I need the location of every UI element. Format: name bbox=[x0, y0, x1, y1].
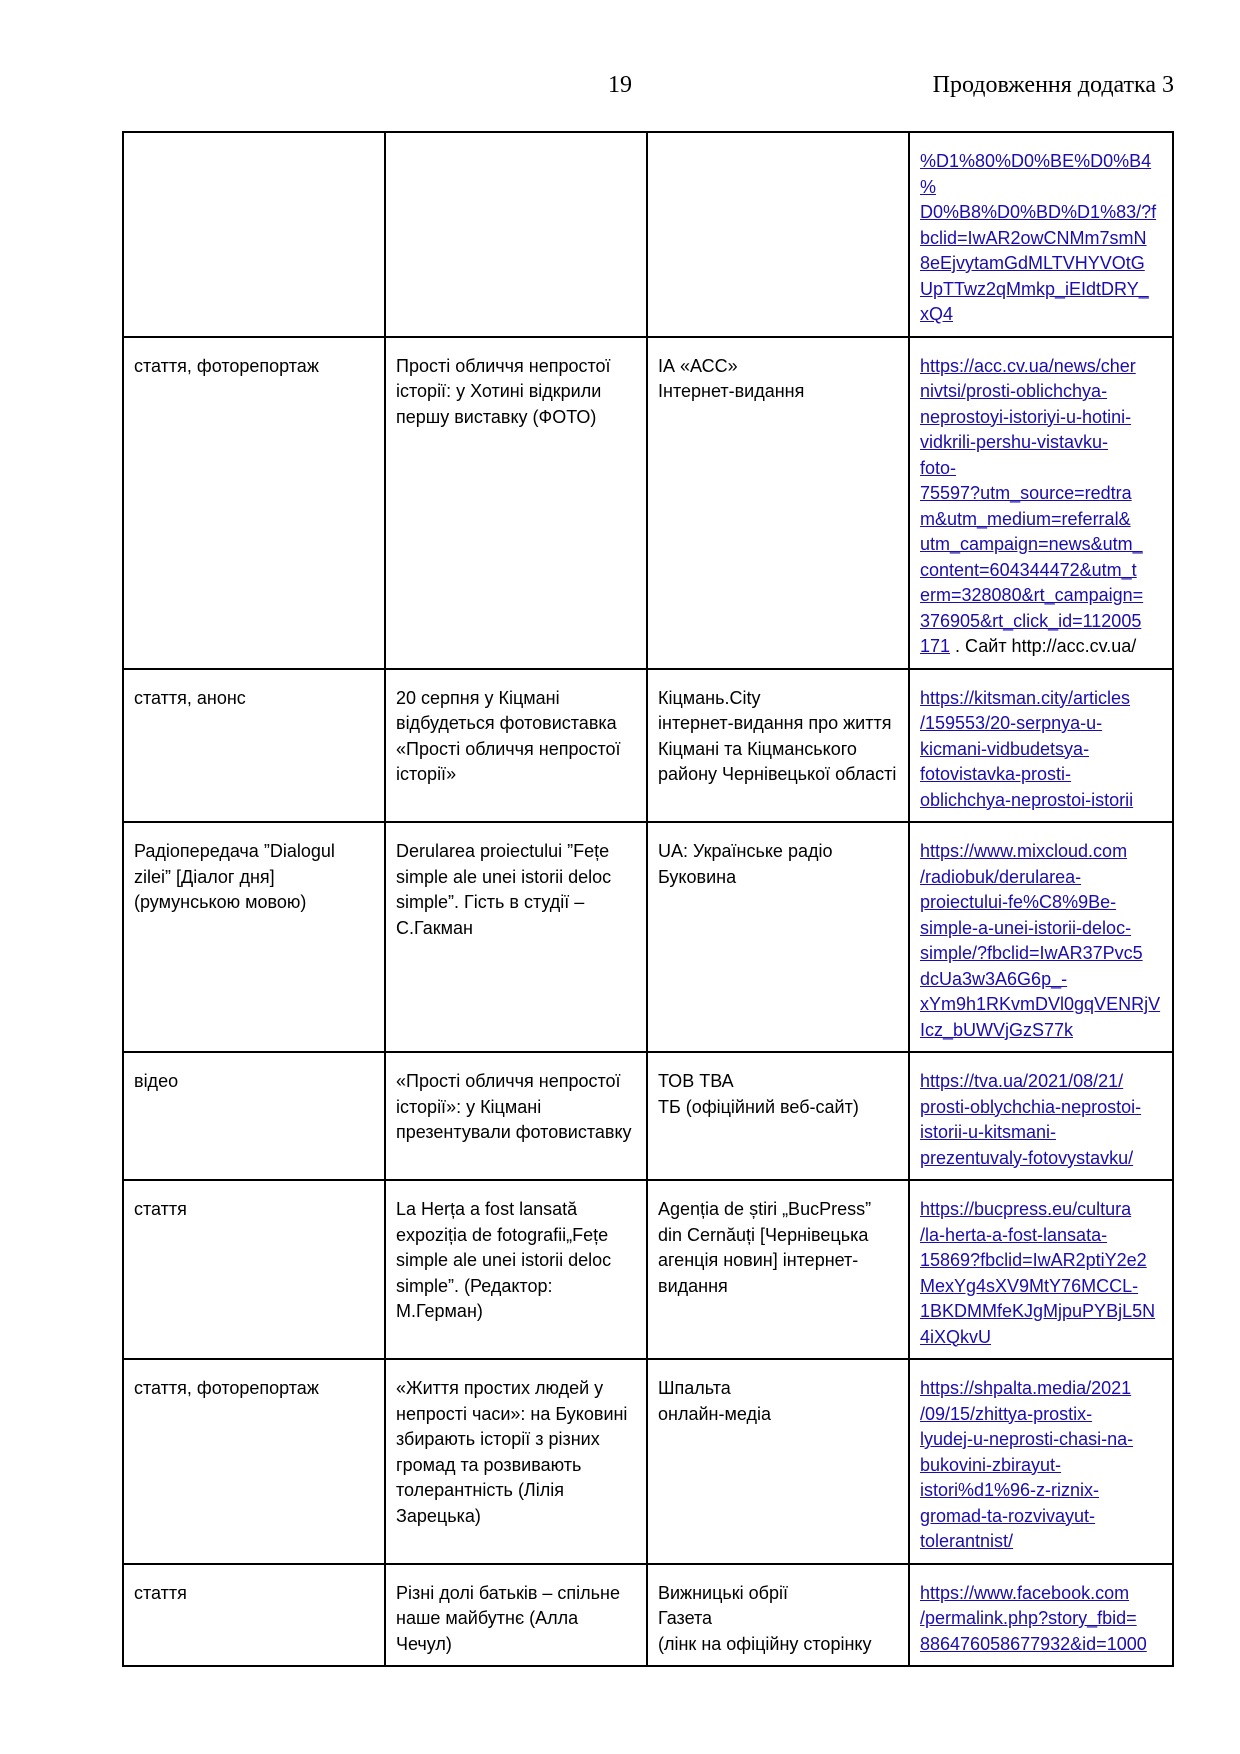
title-cell: Прості обличчя непростої історії: у Хотині відкрили першу виставку (ФОТО) bbox=[385, 337, 647, 669]
source-text: Agenția de știri „BucPress” din Cernăuți [Чернівецька агенція новин] інтернет-видання bbox=[658, 1199, 872, 1296]
type-cell: стаття bbox=[123, 1180, 385, 1359]
source-cell bbox=[647, 669, 909, 823]
url-text: https://tva.ua/2021/08/21/ prosti-oblychchia-neprostoi- istorii-u-kitsmani- prezentuvaly-fotovystavku/ bbox=[920, 1071, 1142, 1168]
article-link[interactable] bbox=[920, 149, 1162, 328]
url-cell bbox=[909, 1052, 1173, 1180]
url-cell bbox=[909, 1564, 1173, 1667]
url-text: https://www.mixcloud.com /radiobuk/derularea- proiectului-fe%C8%9Be- simple-a-unei-istorii-deloc- simple/?fbclid=IwAR37Pvc5 dcUa3w3A6G6p_- xYm9h1RKvmDVl0gqVENRjV Icz_bUWVjGzS77k bbox=[920, 841, 1161, 1040]
url-suffix: . Сайт http://acc.cv.ua/ bbox=[950, 636, 1137, 656]
url-text: https://www.facebook.com /permalink.php?story_fbid= 886476058677932&id=1000 bbox=[920, 1582, 1147, 1654]
url-cell bbox=[909, 822, 1173, 1052]
type-cell: стаття, фоторепортаж bbox=[123, 1359, 385, 1564]
title-cell: «Життя простих людей у непрості часи»: на Буковині збирають історії з різних громад та розвивають толерантність (Лілія Зарецька) bbox=[385, 1359, 647, 1564]
table-row bbox=[123, 1052, 1173, 1180]
source-cell bbox=[647, 1052, 909, 1180]
title-cell bbox=[385, 132, 647, 337]
type-cell bbox=[123, 132, 385, 337]
source-text: Вижницькі обрії Газета (лінк на офіційну сторінку bbox=[658, 1582, 872, 1654]
source-text: Шпальта онлайн-медіа bbox=[658, 1378, 771, 1424]
source-cell bbox=[647, 1564, 909, 1667]
source-text: UA: Українське радіо Буковина bbox=[658, 841, 833, 887]
type-cell: відео bbox=[123, 1052, 385, 1180]
type-cell: стаття, анонс bbox=[123, 669, 385, 823]
source-cell bbox=[647, 822, 909, 1052]
table-row bbox=[123, 132, 1173, 337]
table-row bbox=[123, 337, 1173, 669]
type-cell: стаття bbox=[123, 1564, 385, 1667]
title-cell: Різні долі батьків – спільне наше майбутнє (Алла Чечул) bbox=[385, 1564, 647, 1667]
source-text: ІА «АСС» Інтернет-видання bbox=[658, 355, 805, 401]
article-link[interactable] bbox=[920, 1069, 1162, 1171]
url-cell bbox=[909, 1359, 1173, 1564]
type-cell: Радіопередача ”Dialogul zilei” [Діалог дня] (румунською мовою) bbox=[123, 822, 385, 1052]
table-body bbox=[123, 132, 1173, 1666]
source-cell bbox=[647, 1180, 909, 1359]
table-row bbox=[123, 669, 1173, 823]
media-registry-table bbox=[122, 131, 1174, 1667]
article-link[interactable] bbox=[920, 356, 1143, 657]
url-text: https://kitsman.city/articles /159553/20-serpnya-u- kicmani-vidbudetsya- fotovistavka-prosti- oblichchya-neprostoi-istorii bbox=[920, 687, 1134, 810]
table-row bbox=[123, 1180, 1173, 1359]
continuation-label: Продовження додатка 3 bbox=[932, 72, 1174, 98]
url-text: %D1%80%D0%BE%D0%B4% D0%B8%D0%BD%D1%83/?f bclid=IwAR2owCNMm7smN 8eEjvytamGdMLTVHYVOtG UpTTwz2qMmkp_iEIdtDRY_ xQ4 bbox=[920, 151, 1157, 324]
table-row bbox=[123, 1564, 1173, 1667]
table-row bbox=[123, 822, 1173, 1052]
url-cell bbox=[909, 337, 1173, 669]
source-text: ТОВ ТВА ТБ (офіційний веб-сайт) bbox=[658, 1071, 859, 1117]
page-number: 19 bbox=[608, 72, 632, 98]
article-link[interactable] bbox=[920, 1376, 1162, 1555]
article-link[interactable] bbox=[920, 686, 1162, 814]
table-row bbox=[123, 1359, 1173, 1564]
source-cell bbox=[647, 337, 909, 669]
source-text: Кіцмань.City інтернет-видання про життя Кіцмані та Кіцманського району Чернівецької області bbox=[658, 687, 897, 784]
source-cell bbox=[647, 1359, 909, 1564]
title-cell: Derularea proiectului ”Fețe simple ale unei istorii deloc simple”. Гість в студії – С.Гакман bbox=[385, 822, 647, 1052]
title-cell: «Прості обличчя непростої історії»: у Кіцмані презентували фотовиставку bbox=[385, 1052, 647, 1180]
url-cell bbox=[909, 1180, 1173, 1359]
url-text: https://acc.cv.ua/news/cher nivtsi/prosti-oblichchya- neprostoyi-istoriyi-u-hotini- vidkrili-pershu-vistavku- foto- 75597?utm_source=redtra m&utm_medium=referral& utm_campaign=news&utm_ content=604344472&utm_t erm=328080&rt_campaign= 376905&rt_click_id=112005 171 bbox=[920, 355, 1144, 656]
url-cell bbox=[909, 669, 1173, 823]
type-cell: стаття, фоторепортаж bbox=[123, 337, 385, 669]
article-link[interactable] bbox=[920, 839, 1162, 1043]
title-cell: La Herța a fost lansată expoziția de fotografii„Fețe simple ale unei istorii deloc simple”. (Редактор: М.Герман) bbox=[385, 1180, 647, 1359]
title-cell: 20 серпня у Кіцмані відбудеться фотовиставка «Прості обличчя непростої історії» bbox=[385, 669, 647, 823]
url-cell bbox=[909, 132, 1173, 337]
source-cell bbox=[647, 132, 909, 337]
article-link[interactable] bbox=[920, 1197, 1162, 1350]
article-link[interactable] bbox=[920, 1581, 1162, 1658]
url-text: https://shpalta.media/2021 /09/15/zhittya-prostix- lyudej-u-neprosti-chasi-na- bukovini-zbirayut- istori%d1%96-z-riznix- gromad-ta-rozvivayut- tolerantnist/ bbox=[920, 1378, 1134, 1551]
url-text: https://bucpress.eu/cultura /la-herta-a-fost-lansata- 15869?fbclid=IwAR2ptiY2e2 MexYg4sXV9MtY76MCCL- 1BKDMMfeKJgMjpuPYBjL5N 4iXQkvU bbox=[920, 1199, 1156, 1347]
